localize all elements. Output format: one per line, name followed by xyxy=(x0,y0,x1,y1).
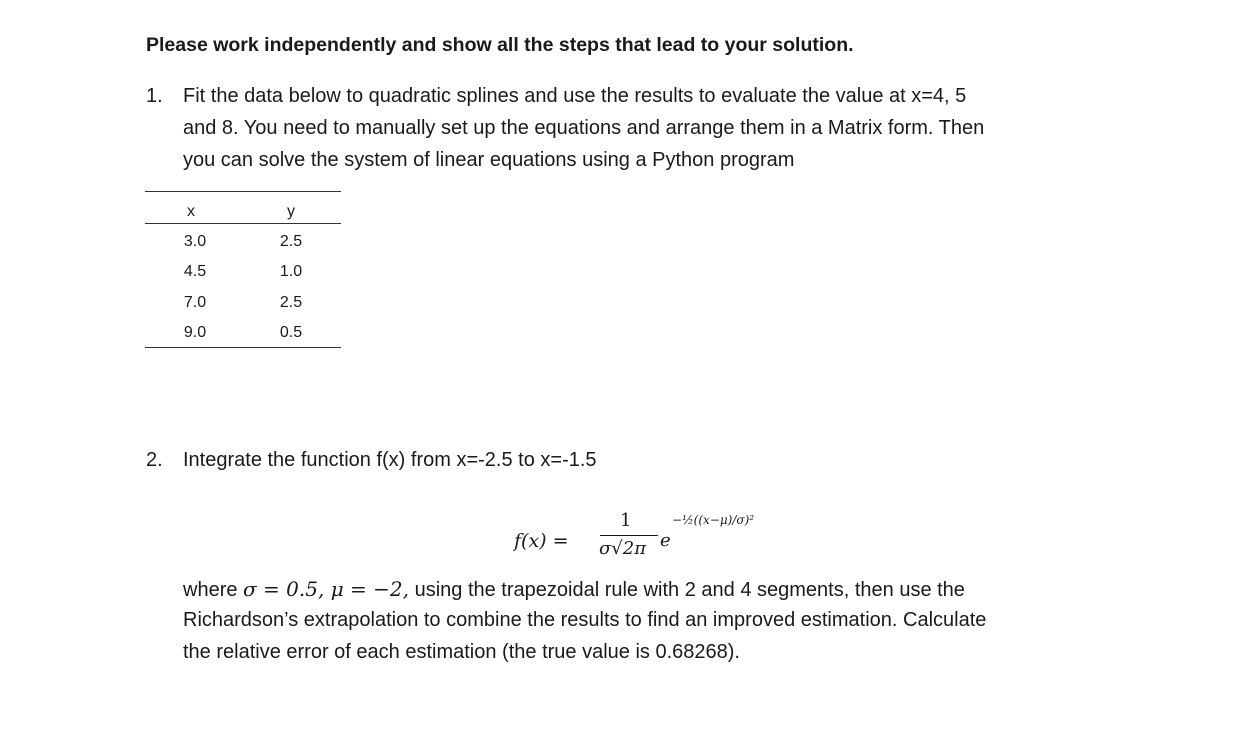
table-cell-x: 4.5 xyxy=(183,263,207,280)
question-2-where-line xyxy=(183,577,965,602)
parameter-values: σ = 0.5, μ = −2, xyxy=(243,577,410,601)
table-header-y: y xyxy=(287,203,295,220)
question-1-line-3: you can solve the system of linear equations using a Python program xyxy=(183,149,795,171)
question-2-line-2: Richardson’s extrapolation to combine the results to find an improved estimation. Calculate xyxy=(183,609,987,631)
gaussian-formula xyxy=(512,505,782,575)
fraction-bar xyxy=(600,535,658,536)
formula-base: e xyxy=(660,530,671,551)
table-cell-x: 7.0 xyxy=(183,294,207,311)
page-heading: Please work independently and show all the steps that lead to your solution. xyxy=(146,34,854,56)
question-2-number: 2. xyxy=(146,449,163,471)
where-rest: using the trapezoidal rule with 2 and 4 segments, then use the xyxy=(414,579,965,601)
question-2-line-3: the relative error of each estimation (the true value is 0.68268). xyxy=(183,641,740,663)
question-1-line-2: and 8. You need to manually set up the equations and arrange them in a Matrix form. Then xyxy=(183,117,985,139)
table-header-x: x xyxy=(187,203,195,220)
formula-numerator: 1 xyxy=(620,510,632,531)
question-1-number: 1. xyxy=(146,85,163,107)
question-2-title: Integrate the function f(x) from x=-2.5 to x=-1.5 xyxy=(183,449,597,471)
table-bottom-rule xyxy=(145,347,341,348)
table-cell-x: 9.0 xyxy=(183,324,207,341)
table-cell-y: 0.5 xyxy=(279,324,303,341)
question-1-line-1: Fit the data below to quadratic splines and use the results to evaluate the value at x=4, 5 xyxy=(183,85,967,107)
formula-exponent: −½((x−μ)/σ)² xyxy=(672,513,755,527)
formula-denominator: σ√2π xyxy=(599,538,647,559)
table-top-rule xyxy=(145,191,341,192)
table-cell-x: 3.0 xyxy=(183,233,207,250)
table-header-rule xyxy=(145,223,341,224)
table-cell-y: 2.5 xyxy=(279,233,303,250)
formula-lhs: f(x) = xyxy=(514,530,569,552)
data-table xyxy=(145,191,341,348)
table-cell-y: 1.0 xyxy=(279,263,303,280)
table-cell-y: 2.5 xyxy=(279,294,303,311)
where-prefix: where xyxy=(183,579,238,601)
